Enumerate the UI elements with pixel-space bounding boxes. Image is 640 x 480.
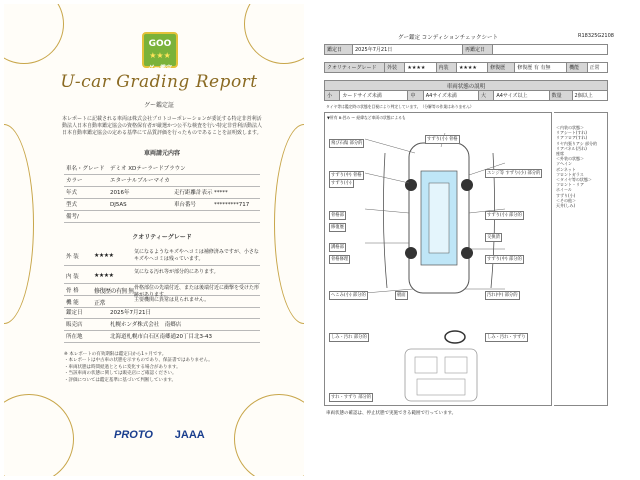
tire-note: タイヤ等は鑑定時の状態を目視により判定しています。（分解等の作業はありません） (326, 104, 474, 109)
damage-label: 骨格修理 (331, 257, 349, 262)
car-roof (429, 183, 449, 253)
field-value-2: *********717 (214, 202, 250, 208)
condition-note-item: ソヘイン (556, 161, 572, 167)
damage-label: 交換済 (487, 235, 500, 240)
date-label: 鑑定日 (325, 45, 353, 55)
car-side-left (383, 153, 387, 288)
flourish-decoration (4, 4, 64, 64)
damage-label: すずり(小) 部分的 (487, 213, 522, 218)
inspection-date-row (64, 308, 260, 319)
address-row (64, 332, 260, 343)
damage-label: 修復歴 (331, 225, 344, 230)
shop-row (64, 320, 260, 331)
field-label: 車名・グレード (66, 166, 105, 172)
steering-wheel-icon (445, 331, 465, 343)
reinspection-value (493, 45, 608, 55)
condition-header: 車両状態の説明 (325, 81, 608, 91)
quality-row (64, 246, 260, 266)
grading-certificate (4, 4, 304, 476)
field-value: DJ5AS (110, 202, 127, 208)
quality-description: 主要機関に異常は見られません。 (134, 297, 210, 303)
brand-logos (114, 428, 205, 441)
quality-description: 骨格部位の先端付近、または後端付近に衝撃を受けた形跡があります。 (134, 285, 260, 298)
date-label: 鑑定日 (66, 310, 83, 316)
vehicle-field-row (64, 188, 260, 199)
quality-table (324, 62, 608, 73)
proto-logo: PROTO (114, 429, 153, 441)
count-value: 2個以上 (572, 91, 607, 101)
note-line: ・車両状態は時間経過とともに変化する場合があります。 (64, 364, 181, 370)
exterior-stars: ★★★★ (405, 63, 436, 73)
flourish-decoration (234, 394, 304, 476)
condition-note-item: フロントガラス (556, 171, 584, 177)
field-value-2: ***** (214, 190, 228, 196)
damage-label: すずり(小) 骨格 (427, 137, 458, 142)
quality-label: クオリティーグレード (325, 63, 385, 73)
size-large-label: 大 (479, 91, 494, 101)
damage-label: すずり(中) 骨格 (331, 173, 362, 178)
vehicle-field-row (64, 164, 260, 175)
flourish-decoration (4, 124, 34, 324)
shop-value: 札幌ホンダ株式会社 南郷店 (110, 322, 182, 328)
field-label: カラー (66, 178, 83, 184)
damage-label: へこみ(小) 部分的 (331, 293, 366, 298)
size-medium-value: A4サイズ未満 (423, 91, 478, 101)
damage-label: すずり(中) 部分的 (487, 257, 522, 262)
quality-label: 機 能 (66, 300, 79, 306)
quality-row (64, 296, 260, 308)
damage-label: 骨格部 (331, 213, 344, 218)
function-value: 正常 (587, 63, 607, 73)
interior-label: 内装 (436, 63, 456, 73)
field-value: 2016年 (110, 190, 130, 196)
quality-section-heading: クオリティーグレード (132, 234, 192, 241)
damage-label: すずり(小) (331, 181, 352, 186)
condition-note-item: フロント・リア (556, 182, 584, 188)
logo-sub-text: GOO (148, 39, 172, 49)
interior-stars: ★★★★ (456, 63, 487, 73)
date-value: 2025年7月21日 (110, 310, 151, 316)
damage-label: 板面 (397, 293, 406, 298)
wheel-icon (461, 179, 473, 191)
note-line: ・当該車両の状態に関しては販売店にご確認ください。 (64, 371, 177, 377)
quality-description: 気になる汚れ等が部分的にあります。 (134, 269, 219, 275)
wheel-icon (405, 247, 417, 259)
quality-row (64, 284, 260, 296)
field-label: 備考/ (66, 214, 79, 220)
rear-seat-outline (417, 379, 465, 395)
star-icon: ★★★ (149, 51, 171, 60)
address-value: 北海道札幌市白石区南郷通20丁目北3-43 (110, 334, 212, 340)
note-line: ・本レポートは中古車の状態を示すものであり、保証書ではありません。 (64, 358, 213, 364)
quality-label: 外 装 (66, 254, 79, 260)
quality-stars: 正常 (94, 300, 106, 307)
quality-description: 気になるようなキズやヘコミは補修済みですが、小さなキズやヘコミは残っています。 (134, 249, 259, 262)
field-value: デミオ XDテーラードブラウン (110, 166, 186, 172)
condition-notes-list (554, 112, 608, 406)
size-small-label: 小 (325, 91, 340, 101)
field-label-2: 車台番号 (174, 202, 197, 208)
date-table (324, 44, 608, 55)
flourish-decoration (4, 394, 74, 476)
condition-note-item: リアパネル(汚れ) (556, 145, 587, 151)
vehicle-field-row (64, 212, 260, 223)
field-value: エターナルブルーマイカ (110, 178, 170, 184)
exterior-label: 外装 (385, 63, 405, 73)
quality-stars: ★★★★ (94, 252, 114, 259)
condition-note-item: リアシート(すれ) (556, 130, 587, 136)
condition-note-item: ＜タイヤ等の状態＞ (556, 177, 592, 183)
damage-label: 汚れ(中) 部分的 (487, 293, 518, 298)
condition-note-item: 天井(しみ) (556, 203, 576, 209)
condition-note-item: ＜外装の状態＞ (556, 156, 584, 162)
mark-note: ▼所有 B:凹み ～ 経緯など車両の状態によるも (327, 115, 406, 120)
sheet-title: グー鑑定 コンディションチェックシート (398, 35, 499, 41)
quality-label: 骨 格 (66, 288, 79, 294)
field-label: 年式 (66, 190, 78, 196)
jaaa-logo: JAAA (174, 429, 205, 441)
damage-label: 溝格部 (331, 245, 344, 250)
damage-label: 飛び石傷 部分的 (331, 141, 363, 146)
date-value: 2025年7月21日 (353, 45, 463, 55)
report-title: U-car Grading Report (60, 72, 258, 92)
goo-kantei-logo (142, 32, 178, 72)
condition-note-item: ホイール (556, 187, 572, 193)
condition-note-item: ボンネット (556, 166, 576, 172)
note-line: ・評価については鑑定基準に基づいて判断しています。 (64, 377, 177, 383)
address-label: 所在地 (66, 334, 83, 340)
count-label: 数量 (549, 91, 572, 101)
condition-note-item: ＜内装の状態＞ (556, 125, 584, 130)
logo-text: グー鑑定 (147, 65, 172, 72)
damage-label: しみ・汚れ 部分的 (331, 335, 367, 340)
condition-note-item: ＜その他＞ (556, 197, 576, 203)
car-diagram (324, 112, 552, 406)
damage-label: しみ・汚れ・すずり (487, 335, 526, 340)
quality-stars: 修復歴の有無 無 (94, 288, 134, 295)
shop-label: 販売店 (66, 322, 83, 328)
flourish-decoration (274, 124, 304, 324)
repair-value: 修復歴 有 有無 (515, 63, 567, 73)
field-label: 型式 (66, 202, 78, 208)
vehicle-field-row (64, 200, 260, 211)
quality-stars: ★★★★ (94, 272, 114, 279)
condition-note-item: リヤ内張りアシ 部分的 (556, 140, 598, 146)
repair-label: 修復歴 (488, 63, 515, 73)
flourish-decoration (244, 4, 304, 64)
condition-note-item: すずり(小) (556, 192, 576, 198)
size-small-value: カードサイズ未満 (340, 91, 408, 101)
vehicle-section-heading: 車両請元内容 (143, 150, 180, 157)
note-line: ※ 本レポートの有効期限は鑑定日から1ヶ月です。 (64, 352, 167, 357)
seat-outline (445, 357, 467, 373)
function-label: 機能 (567, 63, 587, 73)
vehicle-field-row (64, 176, 260, 187)
notes-block (64, 352, 260, 384)
intro-text: 本レポートに記載される車両は株式会社プロトコーポレーションが委託する特定非営利活動法人日本自動車鑑定協会の資格保有者が厳選かつ公平な検査を行い特定非営利活動法人日本自動車鑑定協会の定める基準にて品質評価を行ったものであることを証明致します。 (62, 116, 263, 137)
condition-note-item: リアフロア(すれ) (556, 135, 588, 141)
certificate-name: グー鑑定証 (143, 102, 174, 109)
damage-label: すれ・すずり 部分的 (331, 395, 372, 400)
size-medium-label: 中 (408, 91, 423, 101)
condition-table (324, 80, 608, 101)
quality-row (64, 266, 260, 284)
quality-label: 内 装 (66, 274, 79, 280)
sheet-number: R18325G2108 (578, 33, 614, 39)
seat-outline (415, 357, 437, 373)
reinspection-label: 再鑑定日 (463, 45, 493, 55)
wheel-icon (405, 179, 417, 191)
field-label-2: 走行距離計表示 (174, 190, 213, 196)
size-large-value: A4サイズ以上 (494, 91, 549, 101)
condition-note-item: 座席 (556, 151, 564, 157)
sheet-footer: 車両状態の確認は、停止状態で実施できる範囲で行っています。 (326, 411, 457, 416)
damage-label: エンジ等 すずり(小) 部分的 (487, 171, 541, 176)
